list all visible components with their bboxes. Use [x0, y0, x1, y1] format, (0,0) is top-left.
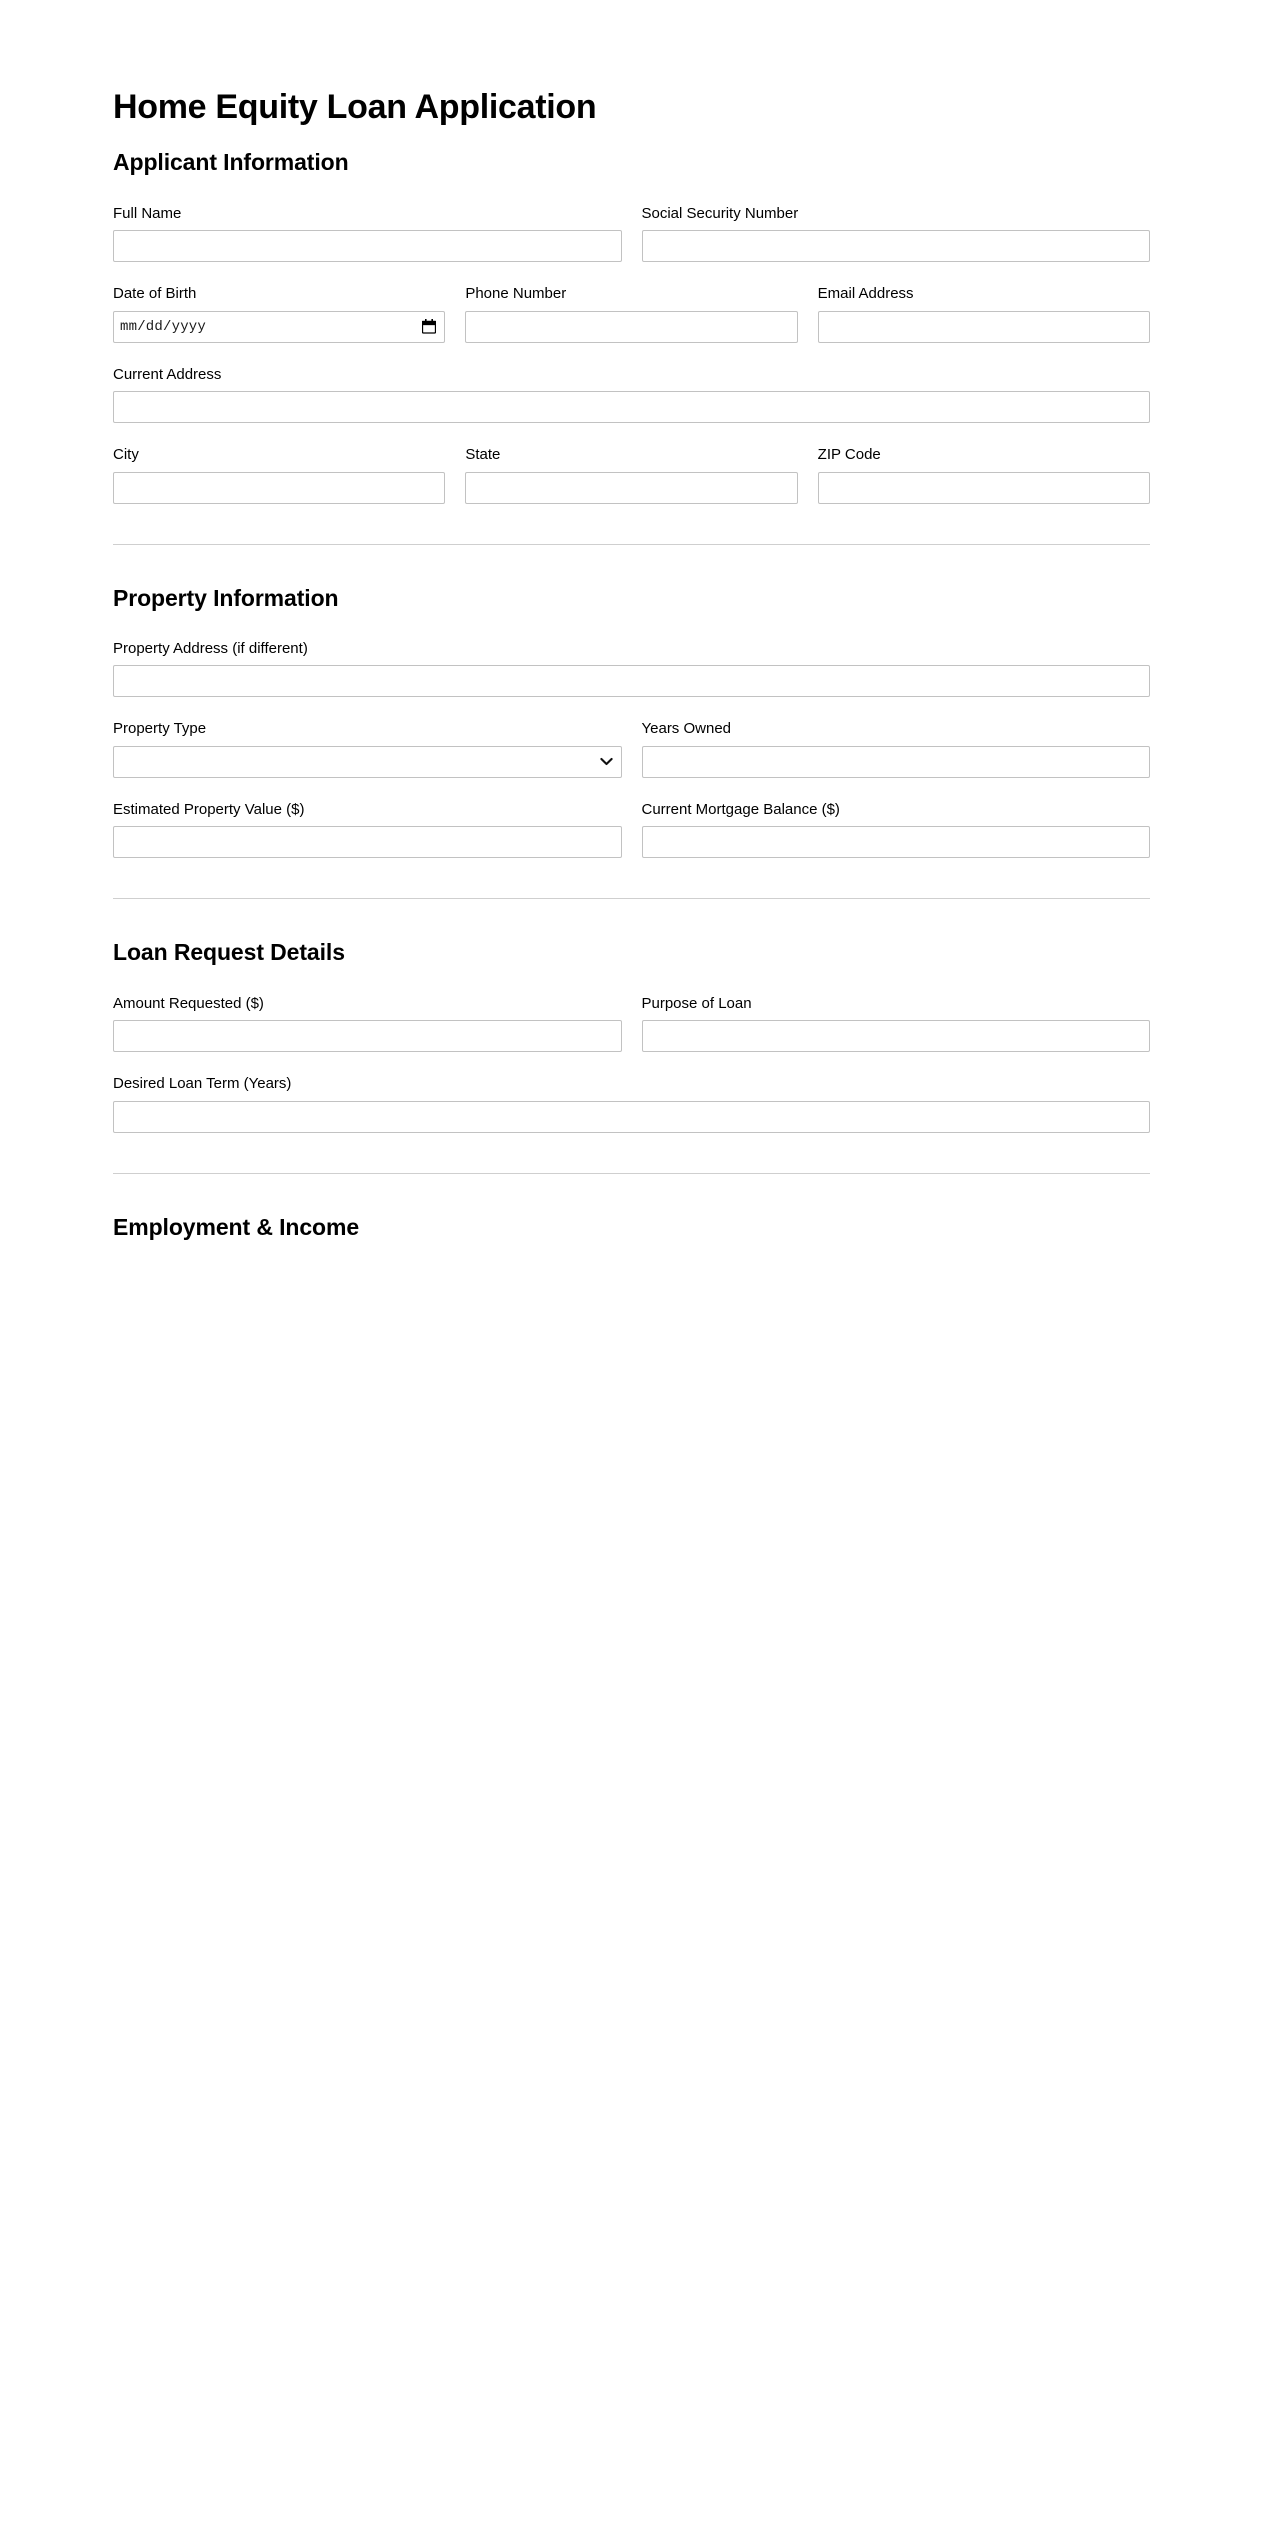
section-heading: Property Information — [113, 584, 339, 611]
form-field — [818, 445, 1150, 504]
form-field — [113, 994, 622, 1053]
property-type-select[interactable] — [113, 746, 622, 778]
field-row — [113, 204, 1150, 263]
form-field — [113, 284, 445, 343]
section-divider — [113, 1173, 1150, 1174]
form-field — [642, 800, 1151, 859]
form-field — [642, 994, 1151, 1053]
form-field — [113, 800, 622, 859]
form-field — [642, 204, 1151, 263]
field-label: Date of Birth — [113, 285, 197, 303]
field-label: Years Owned — [641, 720, 732, 738]
section-heading: Loan Request Details — [113, 939, 345, 966]
chevron-down-icon — [600, 757, 613, 766]
text-input[interactable] — [113, 1101, 1150, 1133]
form-field — [642, 719, 1151, 778]
form-field — [113, 639, 1150, 698]
form-section — [113, 149, 1150, 503]
text-input[interactable] — [113, 391, 1150, 423]
field-row — [113, 445, 1150, 504]
field-label: State — [465, 446, 501, 464]
field-label: Social Security Number — [641, 204, 799, 222]
form-sections — [113, 149, 1150, 1240]
text-input[interactable] — [113, 472, 445, 504]
field-row — [113, 365, 1150, 424]
text-input[interactable] — [465, 472, 797, 504]
field-row — [113, 284, 1150, 343]
field-row — [113, 639, 1150, 698]
text-input[interactable] — [642, 1020, 1151, 1052]
text-input[interactable] — [113, 665, 1150, 697]
field-label: Amount Requested ($) — [113, 994, 264, 1012]
field-label: Phone Number — [465, 285, 567, 303]
field-row — [113, 719, 1150, 778]
text-input[interactable] — [465, 311, 797, 343]
page-title: Home Equity Loan Application — [113, 88, 597, 126]
text-input[interactable] — [642, 826, 1151, 858]
field-row — [113, 1074, 1150, 1133]
form-field — [113, 204, 622, 263]
field-label: Purpose of Loan — [641, 994, 752, 1012]
form-section — [113, 1214, 1150, 1240]
form-field — [465, 445, 797, 504]
calendar-icon[interactable] — [422, 319, 436, 334]
form-field — [113, 365, 1150, 424]
form-section — [113, 585, 1150, 859]
section-heading: Applicant Information — [113, 149, 349, 176]
field-label: Current Address — [113, 365, 222, 383]
field-row — [113, 994, 1150, 1053]
text-input[interactable] — [642, 230, 1151, 262]
field-row — [113, 800, 1150, 859]
form-field — [818, 284, 1150, 343]
form-field — [465, 284, 797, 343]
text-input[interactable] — [818, 472, 1150, 504]
text-input[interactable] — [113, 1020, 622, 1052]
text-input[interactable] — [642, 746, 1151, 778]
field-label: Property Type — [113, 720, 207, 738]
field-label: Property Address (if different) — [113, 639, 308, 657]
field-label: ZIP Code — [817, 446, 881, 464]
section-heading: Employment & Income — [113, 1213, 360, 1240]
section-divider — [113, 898, 1150, 899]
page-bottom-space — [113, 1268, 1150, 2528]
form-section — [113, 939, 1150, 1132]
text-input[interactable] — [113, 826, 622, 858]
field-label: Estimated Property Value ($) — [113, 800, 305, 818]
field-label: Email Address — [817, 285, 914, 303]
date-of-birth-input[interactable] — [113, 311, 445, 343]
date-placeholder: mm/dd/yyyy — [120, 318, 207, 335]
text-input[interactable] — [113, 230, 622, 262]
section-divider — [113, 544, 1150, 545]
field-label: Desired Loan Term (Years) — [113, 1075, 292, 1093]
text-input[interactable] — [818, 311, 1150, 343]
field-label: Full Name — [113, 204, 182, 222]
form-field — [113, 719, 622, 778]
form-field — [113, 445, 445, 504]
field-label: Current Mortgage Balance ($) — [641, 800, 840, 818]
field-label: City — [113, 446, 139, 464]
form-field — [113, 1074, 1150, 1133]
